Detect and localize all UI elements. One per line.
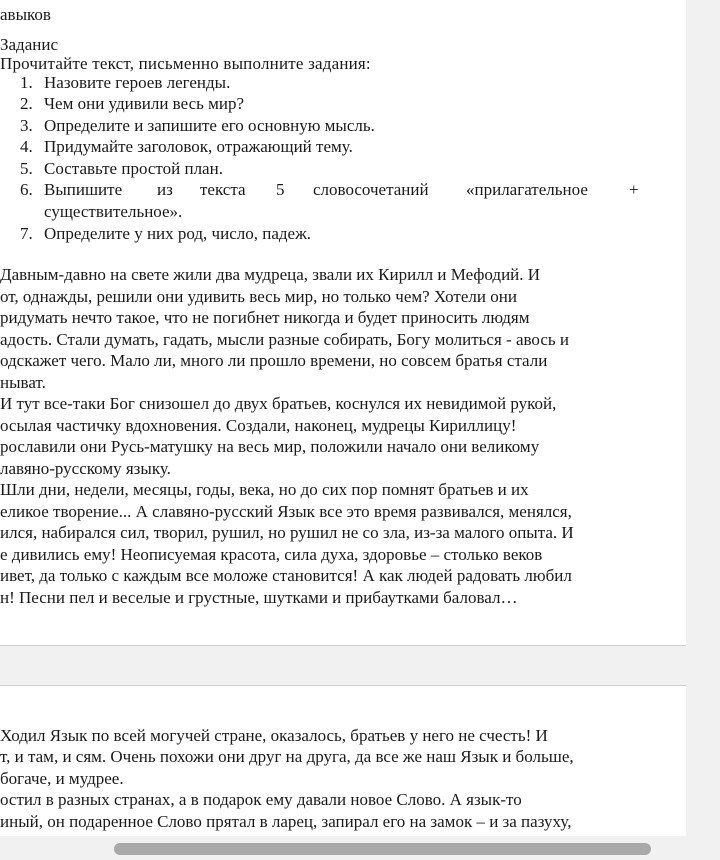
task-number: 4. <box>20 137 33 156</box>
story-line: ивет, да только с каждым все моложе становится! А как людей радовать любил <box>0 566 572 585</box>
task-text: Определите у них род, число, падеж. <box>44 224 312 243</box>
task-number: 2. <box>20 94 33 113</box>
task-number: 7. <box>20 224 33 243</box>
task-word: текста <box>200 180 246 199</box>
task-intro: Прочитайте текст, письменно выполните задания: <box>0 54 371 73</box>
task-number: 3. <box>20 116 33 135</box>
story-line: осылая частичку вдохновения. Создали, наконец, мудрецы Кириллицу! <box>0 416 517 435</box>
task-text: Составьте простой план. <box>44 159 223 178</box>
task-number: 5. <box>20 159 33 178</box>
task-number: 1. <box>20 73 33 92</box>
task-text: Чем они удивили весь мир? <box>44 94 245 113</box>
story-line: н! Песни пел и веселые и грустные, шутками и прибаутками баловал… <box>0 588 518 607</box>
task-text: Назовите героев легенды. <box>44 73 231 92</box>
story-line: ныват. <box>0 373 46 392</box>
story-line: рославили они Русь-матушку на весь мир, положили начало они великому <box>0 437 540 456</box>
header-fragment: авыков <box>0 5 51 24</box>
story-line: адость. Стали думать, гадать, мысли разные собирать, Богу молиться - авось и <box>0 330 569 349</box>
story-line: остил в разных странах, а в подарок ему давали новое Слово. А язык-то <box>0 790 522 809</box>
story-line: е дивились ему! Неописуемая красота, сила духа, здоровье – столько веков <box>0 545 543 564</box>
task-word: + <box>629 180 639 199</box>
task-word: словосочетаний <box>313 180 429 199</box>
story-line: Шли дни, недели, месяцы, годы, века, но до сих пор помнят братьев и их <box>0 480 529 499</box>
task-heading: Заданис <box>0 35 58 54</box>
story-line: одскажет чего. Мало ли, много ли прошло времени, но совсем братья стали <box>0 351 548 370</box>
task-text: Определите и запишите его основную мысль. <box>44 116 375 135</box>
story-line: И тут все-таки Бог снизошел до двух братьев, коснулся их невидимой рукой, <box>0 394 557 413</box>
story-line: т, и там, и сям. Очень похожи они друг на друга, да все же наш Язык и больше, <box>0 747 574 766</box>
story-line: Ходил Язык по всей могучей стране, оказалось, братьев у него не счесть! И <box>0 726 548 745</box>
page-gap-divider <box>0 645 686 646</box>
task-text-continuation: существительное». <box>44 202 183 221</box>
story-line: еликое творение... А славяно-русский Язык все это время развивался, менялся, <box>0 502 572 521</box>
story-line: ился, набирался сил, творил, рушил, но рушил не со зла, из-за малого опыта. И <box>0 523 574 542</box>
story-line: Давным-давно на свете жили два мудреца, звали их Кирилл и Мефодий. И <box>0 265 541 284</box>
story-line: иный, он подаренное Слово прятал в ларец, запирал его на замок – и за пазуху, <box>0 812 572 831</box>
task-number: 6. <box>20 180 33 199</box>
task-word: «прилагательное <box>466 180 588 199</box>
task-word: 5 <box>276 180 285 199</box>
story-line: ридумать нечто такое, что не погибнет никогда и будет приносить людям <box>0 308 530 327</box>
scrollbar-thumb[interactable] <box>114 843 651 855</box>
story-line: лавяно-русскому языку. <box>0 459 171 478</box>
story-line: от, однажды, решили они удивить весь мир, но только чем? Хотели они <box>0 287 517 306</box>
document-page-2 <box>0 686 686 836</box>
story-line: богаче, и мудрее. <box>0 769 124 788</box>
task-word: Выпишите <box>44 180 123 199</box>
task-text: Придумайте заголовок, отражающий тему. <box>44 137 353 156</box>
task-word: из <box>157 180 173 199</box>
